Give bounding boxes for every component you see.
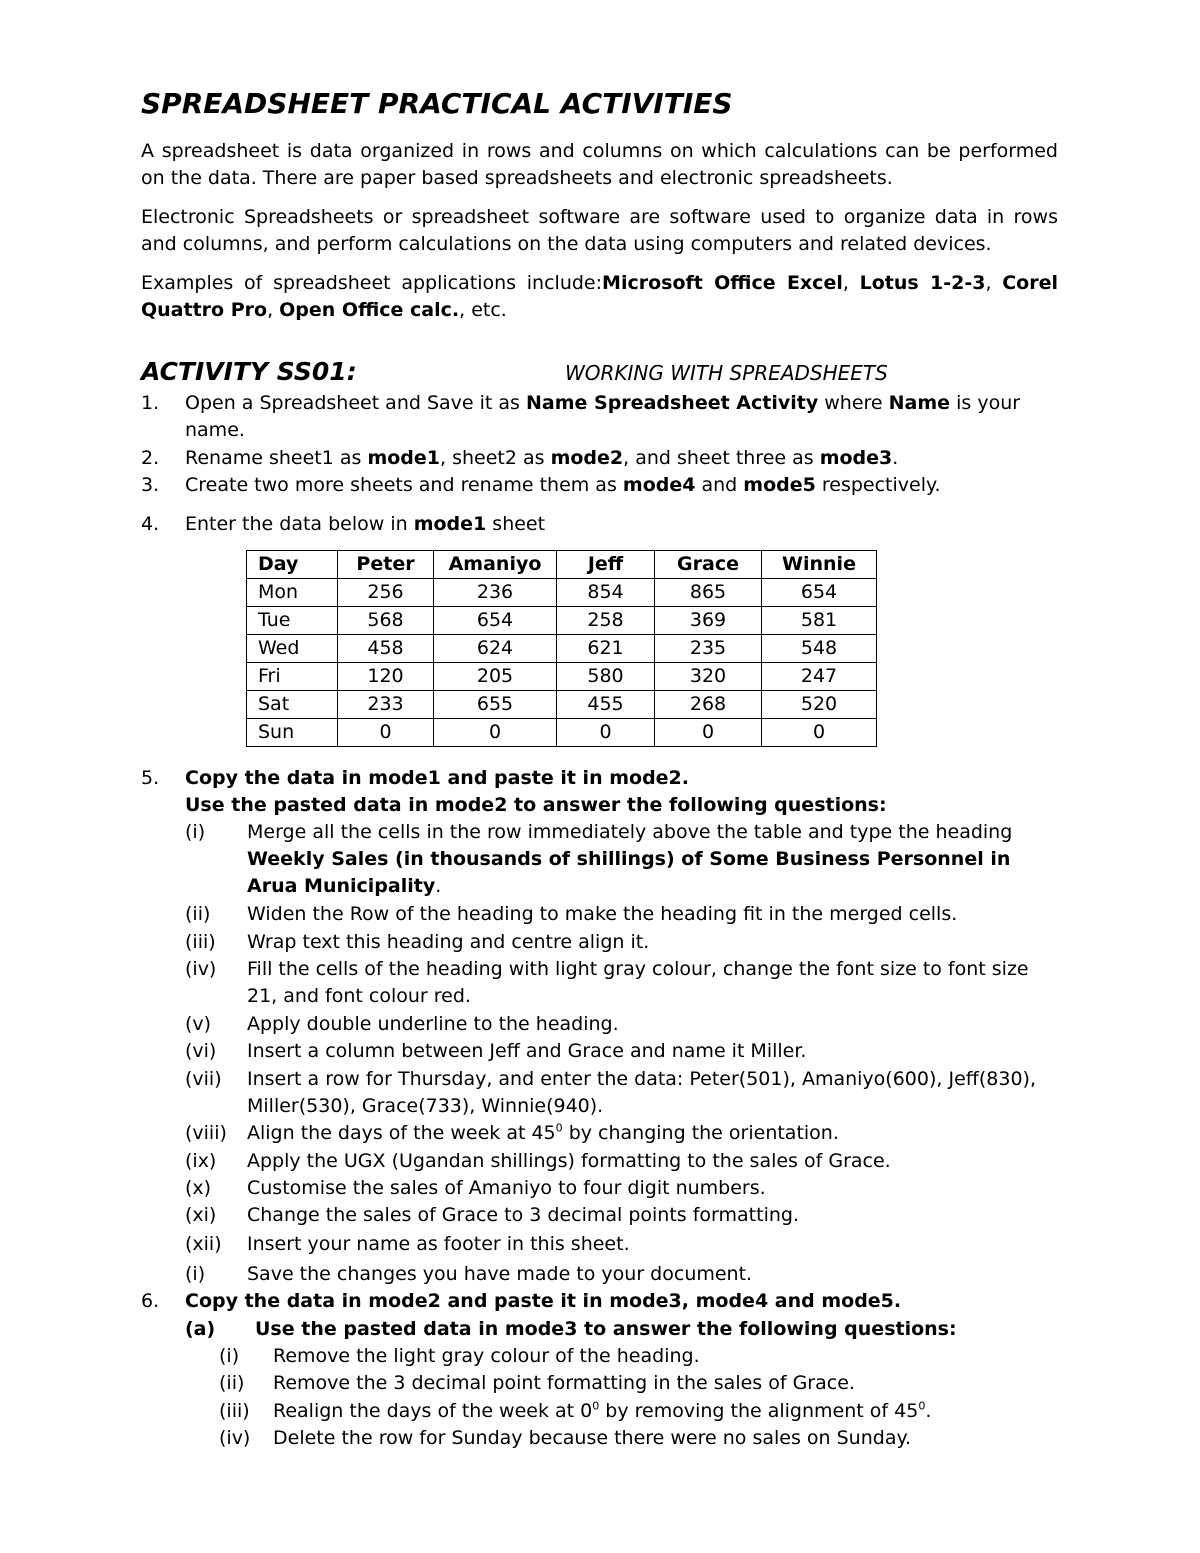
table-cell: Wed — [247, 635, 338, 663]
table-cell: 256 — [338, 579, 434, 607]
page-title: SPREADSHEET PRACTICAL ACTIVITIES — [141, 87, 733, 120]
table-cell: 235 — [655, 635, 762, 663]
activity-heading — [141, 354, 1058, 390]
table-cell: 258 — [557, 607, 655, 635]
table-row — [247, 579, 877, 607]
table-cell: 0 — [338, 719, 434, 747]
table-row — [247, 635, 877, 663]
table-header: Peter — [338, 551, 434, 579]
table-row — [247, 719, 877, 747]
table-cell: 458 — [338, 635, 434, 663]
table-header: Jeff — [557, 551, 655, 579]
table-header-row — [247, 551, 877, 579]
table-cell: 369 — [655, 607, 762, 635]
table-cell: Mon — [247, 579, 338, 607]
sales-data-table — [246, 550, 877, 747]
activity-subtitle: WORKING WITH SPREADSHEETS — [565, 361, 888, 385]
table-cell: 580 — [557, 663, 655, 691]
table-cell: 654 — [434, 607, 557, 635]
table-cell: 120 — [338, 663, 434, 691]
app-name: Corel Quattro Pro — [141, 272, 1059, 321]
table-row — [247, 607, 877, 635]
table-cell: 0 — [434, 719, 557, 747]
intro-paragraph-1: A spreadsheet is data organized in rows and columns on which calculations can be performed on the data. There are paper based spreadsheets and electronic spreadsheets. — [141, 140, 1058, 189]
table-cell: 455 — [557, 691, 655, 719]
table-cell: 624 — [434, 635, 557, 663]
table-cell: 621 — [557, 635, 655, 663]
table-cell: 0 — [762, 719, 877, 747]
table-cell: 654 — [762, 579, 877, 607]
activity-label: ACTIVITY SS01: — [141, 357, 357, 386]
table-cell: 655 — [434, 691, 557, 719]
table-header: Grace — [655, 551, 762, 579]
app-name: Open Office calc. — [279, 299, 460, 321]
table-cell: Sat — [247, 691, 338, 719]
table-cell: 568 — [338, 607, 434, 635]
app-name: Microsoft Office Excel — [602, 272, 843, 294]
table-cell: 581 — [762, 607, 877, 635]
table-cell: 247 — [762, 663, 877, 691]
table-header: Amaniyo — [434, 551, 557, 579]
table-cell: 520 — [762, 691, 877, 719]
intro-paragraph-3: Examples of spreadsheet applications include:Microsoft Office Excel, Lotus 1-2-3, Corel Quattro Pro, Open Office calc., etc. — [141, 272, 1059, 321]
table-cell: 205 — [434, 663, 557, 691]
table-cell: 854 — [557, 579, 655, 607]
table-cell: Sun — [247, 719, 338, 747]
app-name: Lotus 1-2-3 — [859, 272, 986, 294]
table-cell: 865 — [655, 579, 762, 607]
table-row — [247, 663, 877, 691]
table-cell: 268 — [655, 691, 762, 719]
table-cell: Fri — [247, 663, 338, 691]
intro-paragraph-2: Electronic Spreadsheets or spreadsheet software are software used to organize data in rows and columns, and perform calculations on the data using computers and related devices. — [141, 206, 1058, 255]
table-row — [247, 691, 877, 719]
table-cell: 236 — [434, 579, 557, 607]
table-cell: 233 — [338, 691, 434, 719]
table-header: Day — [247, 551, 338, 579]
table-cell: 548 — [762, 635, 877, 663]
table-cell: Tue — [247, 607, 338, 635]
table-cell: 0 — [557, 719, 655, 747]
table-cell: 0 — [655, 719, 762, 747]
table-header: Winnie — [762, 551, 877, 579]
table-cell: 320 — [655, 663, 762, 691]
